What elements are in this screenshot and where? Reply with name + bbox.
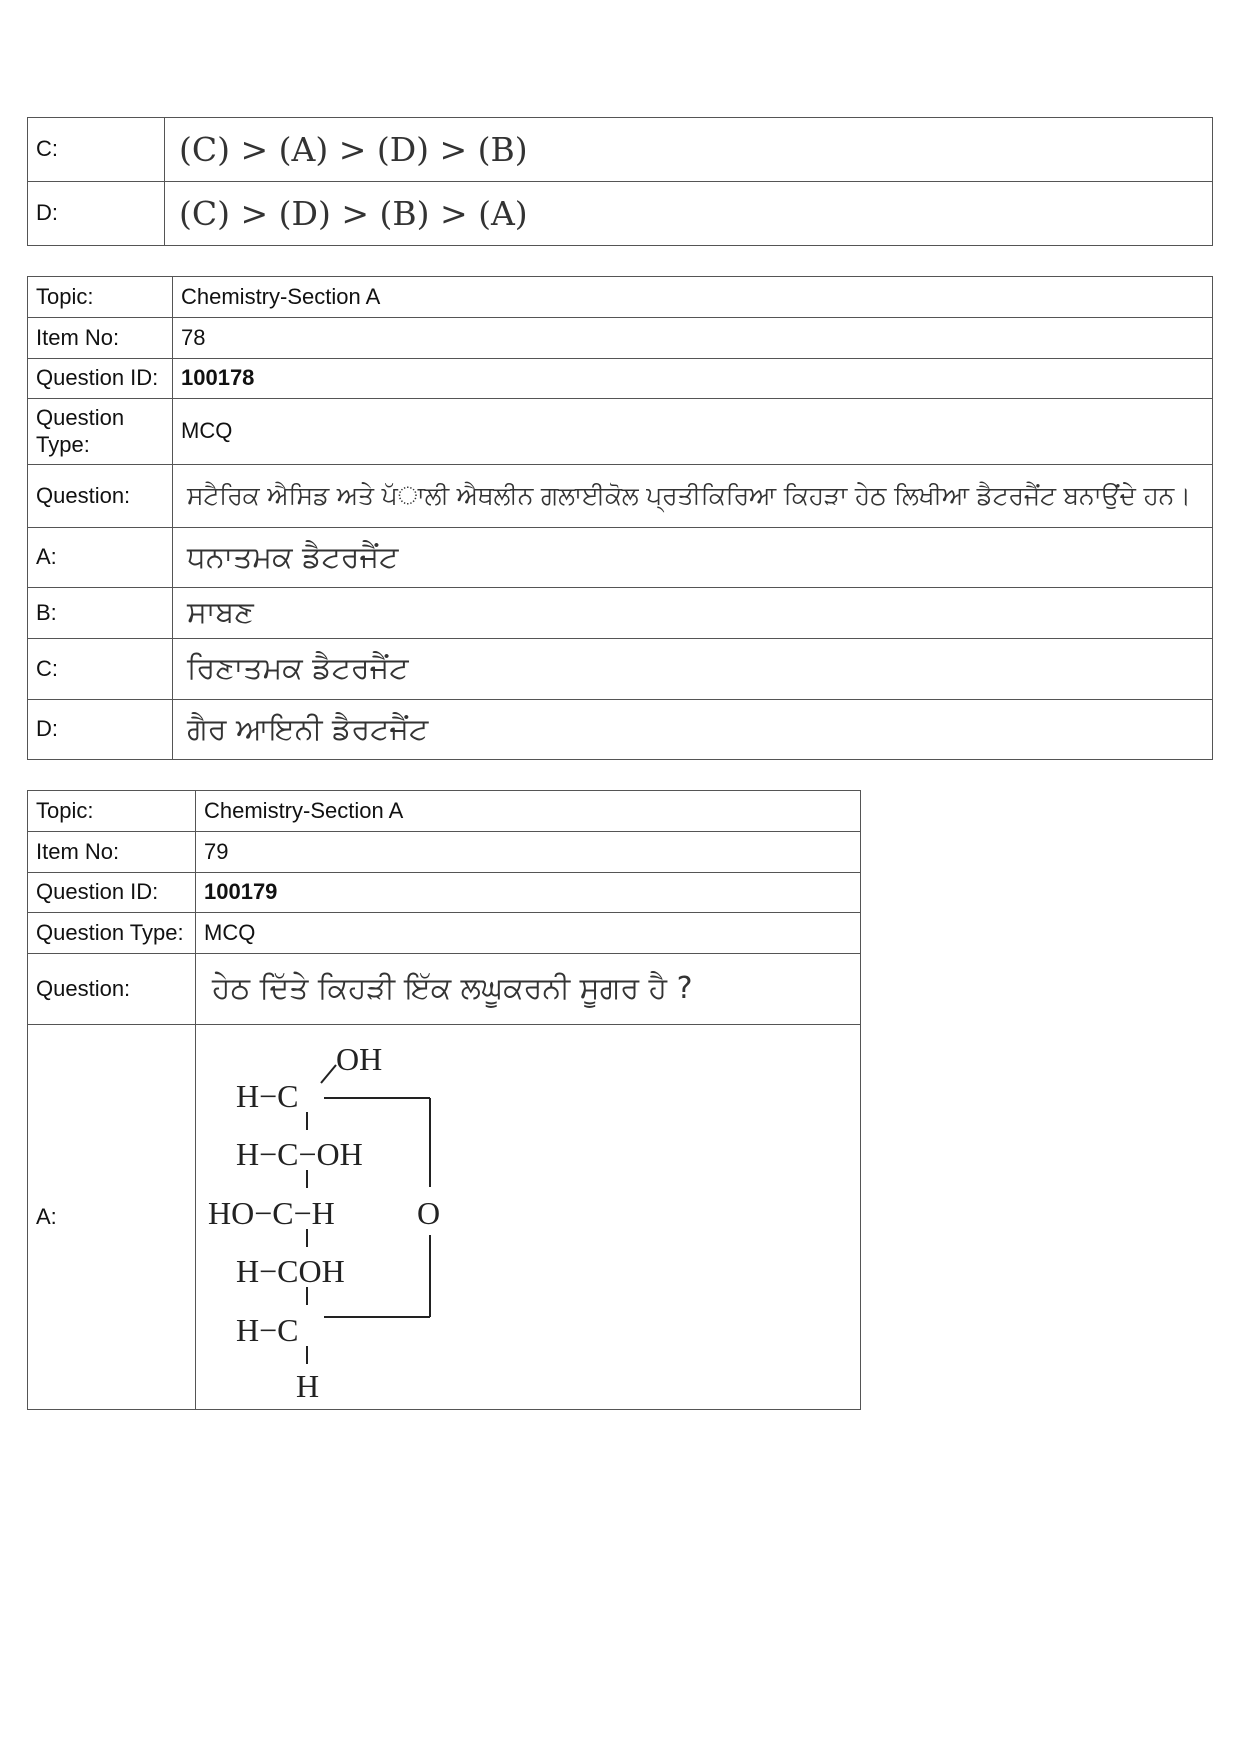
question-type-row xyxy=(28,399,1213,465)
option-row xyxy=(28,700,1213,760)
item-no-value: 78 xyxy=(173,318,1213,359)
item-no-value: 79 xyxy=(196,832,861,873)
option-text: ਸਾਬਣ xyxy=(173,588,1213,639)
option-text: ਰਿਣਾਤਮਕ ਡੈਟਰਜੈਂਟ xyxy=(173,639,1213,700)
structure-row-4: H−COH xyxy=(236,1253,345,1289)
question-row xyxy=(28,465,1213,528)
option-label: C: xyxy=(28,639,173,700)
option-text: ਗੈਰ ਆਇਨੀ ਡੈਰਟਜੈਂਟ xyxy=(173,700,1213,760)
option-row xyxy=(28,1025,861,1410)
structure-row-1: H−C xyxy=(236,1078,299,1114)
question-id-value: 100179 xyxy=(196,873,861,913)
structure-row-3: HO−C−H xyxy=(208,1195,335,1231)
topic-value: Chemistry-Section A xyxy=(196,791,861,832)
question-text: ਹੇਠ ਦਿੱਤੇ ਕਿਹੜੀ ਇੱਕ ਲਘੂਕਰਨੀ ਸੂਗਰ ਹੈ ? xyxy=(196,954,861,1025)
question-type-row xyxy=(28,913,861,954)
option-row xyxy=(28,588,1213,639)
sugar-ring-structure xyxy=(196,1025,796,1408)
question-id-row xyxy=(28,873,861,913)
item-no-row xyxy=(28,832,861,873)
item-no-label: Item No: xyxy=(28,318,173,359)
question-label: Question: xyxy=(28,954,196,1025)
option-text: (C) > (A) > (D) > (B) xyxy=(165,118,1213,182)
option-label: C: xyxy=(28,118,165,182)
topic-label: Topic: xyxy=(28,791,196,832)
structure-row-5: H−C xyxy=(236,1312,299,1348)
option-text: (C) > (D) > (B) > (A) xyxy=(165,182,1213,246)
topic-row xyxy=(28,791,861,832)
option-row xyxy=(28,528,1213,588)
question-79-table xyxy=(27,790,861,1410)
option-label: B: xyxy=(28,588,173,639)
item-no-label: Item No: xyxy=(28,832,196,873)
option-row xyxy=(28,182,1213,246)
question-78-table xyxy=(27,276,1213,760)
option-label: A: xyxy=(28,1025,196,1410)
question-label: Question: xyxy=(28,465,173,528)
topic-label: Topic: xyxy=(28,277,173,318)
option-text: ਧਨਾਤਮਕ ਡੈਟਰਜੈਂਟ xyxy=(173,528,1213,588)
question-text: ਸਟੈਰਿਕ ਐਸਿਡ ਅਤੇ ਪੱਾਲੀ ਐਥਲੀਨ ਗਲਾਈਕੋਲ ਪ੍ਰਤੀਕਿਰਿਆ ਕਿਹੜਾ ਹੇਠ ਲਿਖੀਆ ਡੈਟਰਜੈਂਟ ਬਨਾਉਂਦੇ ਹਨ। xyxy=(173,465,1213,528)
hydroxyl-top-label: OH xyxy=(336,1041,383,1077)
item-no-row xyxy=(28,318,1213,359)
question-type-label: Question Type: xyxy=(28,913,196,954)
option-a-structure-cell xyxy=(196,1025,861,1410)
question-id-value: 100178 xyxy=(173,359,1213,399)
structure-row-6: H xyxy=(296,1368,320,1404)
question-id-label: Question ID: xyxy=(28,873,196,913)
question-type-value: MCQ xyxy=(196,913,861,954)
topic-value: Chemistry-Section A xyxy=(173,277,1213,318)
option-label: D: xyxy=(28,700,173,760)
question-id-row xyxy=(28,359,1213,399)
ring-oxygen-label: O xyxy=(417,1195,441,1231)
question-id-label: Question ID: xyxy=(28,359,173,399)
option-row xyxy=(28,639,1213,700)
question-row xyxy=(28,954,861,1025)
prev-question-options-table xyxy=(27,117,1213,246)
question-type-label: Question Type: xyxy=(28,399,173,465)
question-type-value: MCQ xyxy=(173,399,1213,465)
option-label: A: xyxy=(28,528,173,588)
option-label: D: xyxy=(28,182,165,246)
structure-row-2: H−C−OH xyxy=(236,1136,363,1172)
bond-line xyxy=(321,1065,336,1083)
option-row xyxy=(28,118,1213,182)
topic-row xyxy=(28,277,1213,318)
